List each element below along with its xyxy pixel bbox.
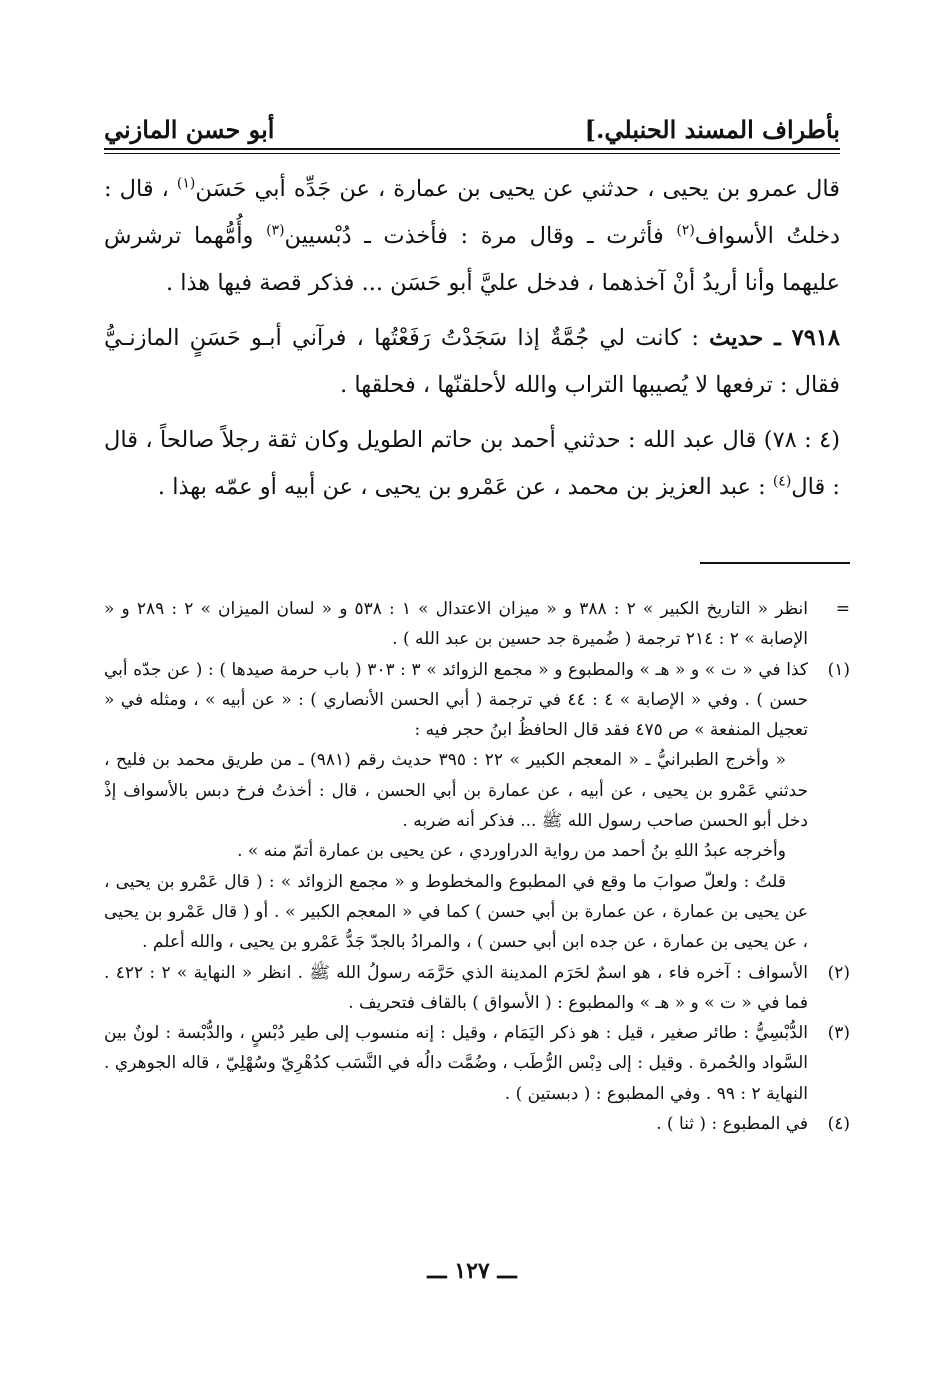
footnote-body [104, 594, 808, 655]
footnote-separator [700, 562, 850, 564]
footnote-text: « وأخرج الطبرانيُّ ـ « المعجم الكبير » ٢٢ : ٣٩٥ حديث رقم (٩٨١) ـ من طريق محمد بن فليح ، حدثني عَمْرو بن يحيى ، عن أبيه ، عن عمارة بن أبي الحسن ، قال : أخذتُ فرخ دبس بالأسواف إذْ دخل أبو الحسن صاحب رسول الله ﷺ ... فذكر أنه ضربه . [104, 750, 808, 832]
text-run: فأثرت ـ وقال مرة : فأخذت ـ دُبْسيين [284, 223, 664, 249]
footnote-marker: (١) [827, 659, 850, 680]
paragraph-3 [104, 417, 840, 511]
page-number: ـــ ١٢٧ ـــ [427, 1258, 517, 1284]
footnote-body [104, 655, 808, 958]
footnote-marker: = [835, 599, 850, 619]
footnote-text: وأخرجه عبدُ اللهِ بنُ أحمد من رواية الدراوردي ، عن يحيى بن عمارة أتمّ منه » . [237, 841, 786, 862]
footnote [104, 655, 850, 958]
footnote-marker: (٣) [827, 1023, 850, 1044]
footnote [104, 1018, 850, 1109]
footnote-text: قلتُ : ولعلّ صوابَ ما وقع في المطبوع والمخطوط و « مجمع الزوائد » : ( قال عَمْرو بن يحيى ، عن يحيى بن عمارة ، عن عمارة بن أبي حسن ) كما في « المعجم الكبير » . أو ( قال عَمْرو بن يحيى ، عن يحيى بن عمارة ، عن جده ابن أبي حسن ) ، والمرادُ بالجدّ جَدُّ عَمْرو بن يحيى ، والله أعلم . [104, 871, 808, 953]
hadith-number: ٧٩١٨ ـ حديث [709, 325, 840, 351]
footnote-ref: (٢) [676, 222, 695, 239]
book-title: بأطراف المسند الحنبلي.] [584, 115, 840, 144]
footnote-ref: (١) [176, 175, 196, 192]
main-text [104, 166, 840, 511]
footnote [104, 594, 850, 655]
footnote-body [104, 1018, 808, 1109]
footnote-text: انظر « التاريخ الكبير » ٢ : ٣٨٨ و « ميزان الاعتدال » ١ : ٥٣٨ و « لسان الميزان » ٢ : ٢٨٩ و « الإصابة » ٢ : ٢١٤ ترجمة ( ضُميرة جد حسين بن عبد الله ) . [104, 599, 808, 650]
footnote-ref: (٤) [772, 473, 792, 490]
header-rule [104, 148, 840, 154]
hadith-paragraph [104, 315, 840, 409]
footnote-marker: (٢) [827, 962, 850, 983]
footnote-text: الدُّبْسِيُّ : طائر صغير ، قيل : هو ذكر اليَمَام ، وقيل : إنه منسوب إلى طير دُبْسٍ ، والدُّبْسة : لونٌ بين السَّواد والحُمرة . وقيل : إلى دِبْس الرُّطَب ، وضُمَّت دالُه في النَّسَب كدُهْرِيّ وسُهْلِيّ ، قاله الجوهري . النهاية ٢ : ٩٩ . وفي المطبوع : ( دبستين ) . [104, 1023, 808, 1104]
footnote-marker: (٤) [827, 1114, 850, 1135]
text-run: : عبد العزيز بن محمد ، عن عَمْرو بن يحيى ، عن أبيه أو عمّه بهذا . [157, 474, 766, 500]
text-run: (٤ : ٧٨) قال عبد الله : حدثني أحمد بن حاتم الطويل وكان ثقة رجلاً صالحاً ، قال : قال [104, 427, 840, 500]
footnote-text: كذا في « ت » و « هـ » والمطبوع و « مجمع الزوائد » ٣ : ٣٠٣ ( باب حرمة صيدها ) : ( عن جدّه أبي حسن ) . وفي « الإصابة » ٤ : ٤٤ في ترجمة ( أبي الحسن الأنصاري ) : « عن أبيه » ، ومثله في « تعجيل المنفعة » ص ٤٧٥ فقد قال الحافظُ ابنُ حجر فيه : [104, 659, 808, 741]
footnote [104, 1109, 850, 1139]
footnote-body [104, 958, 808, 1019]
hadith-text: : كانت لي جُمَّةٌ إذا سَجَدْتُ رَفَعْتُها ، فرآني أبـو حَسَنٍ المازنـيُّ فقال : ترفعها لا يُصيبها التراب والله لأحلقنّها ، فحلقها . [104, 325, 840, 398]
footnote [104, 958, 850, 1019]
footnote-body [104, 1109, 808, 1139]
section-title: أبو حسن المازني [104, 115, 275, 144]
text-run: وأُمُّهما ترشرش عليهما وأنا أريدُ أنْ آخذهما ، فدخل عليَّ أبو حَسَن ... فذكر قصة فيها هذا . [104, 223, 840, 296]
footnotes [104, 594, 850, 1139]
footnote-ref: (٣) [266, 222, 285, 239]
paragraph-1 [104, 166, 840, 307]
footnote-text: الأسواف : آخره فاء ، هو اسمٌ لحَرَم المدينة الذي حَرَّمَه رسولُ الله ﷺ . انظر « النهاية » ٢ : ٤٢٢ . فما في « ت » و « هـ » والمطبوع : ( الأسواق ) بالقاف فتحريف . [104, 962, 808, 1013]
text-run: قال عمرو بن يحيى ، حدثني عن يحيى بن عمارة ، عن جَدِّه أبي حَسَن [195, 176, 840, 202]
footnote-text: في المطبوع : ( ثنا ) . [656, 1114, 808, 1135]
running-header [104, 100, 840, 144]
text-run: ، قال : دخلتُ الأسواف [104, 176, 841, 249]
